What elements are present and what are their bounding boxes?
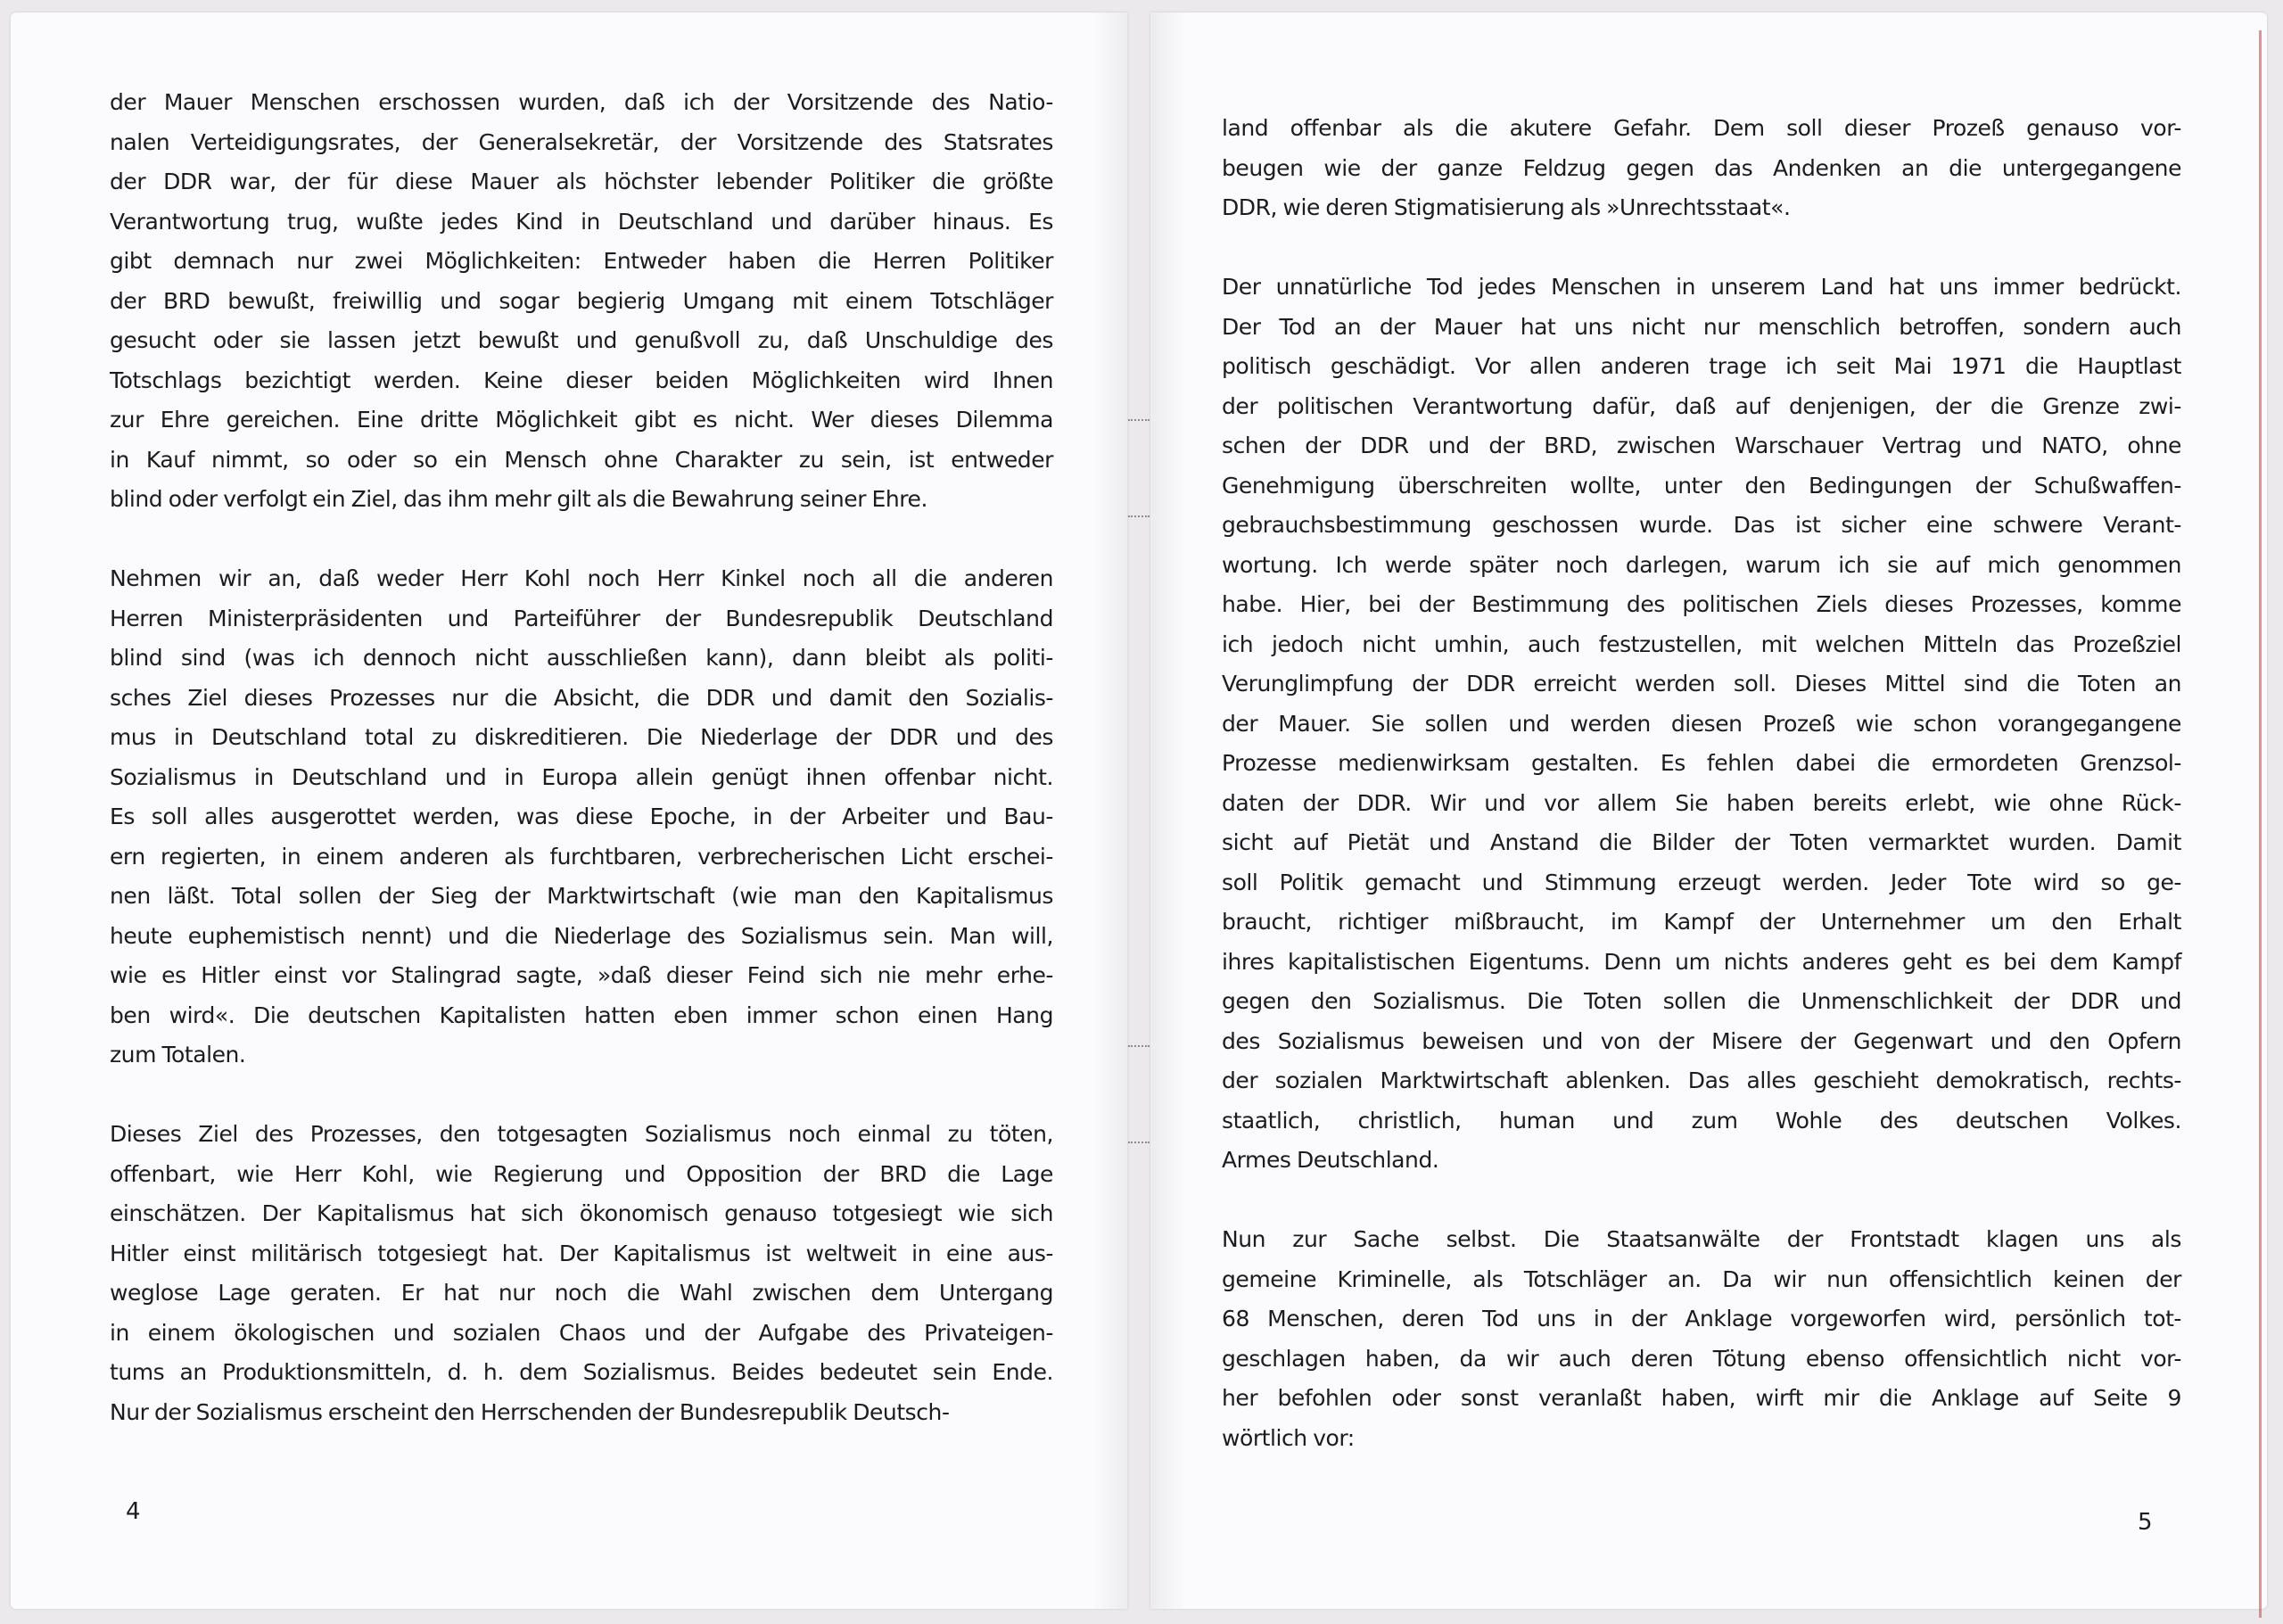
text-line: Herren Ministerpräsidenten und Parteiführer der Bundesrepublik Deutschland	[110, 605, 1053, 631]
page-edge-mark	[2259, 30, 2262, 1618]
text-line: ern regierten, in einem anderen als furchtbaren, verbrecherischen Licht erschei-	[110, 843, 1053, 870]
gutter-shadow	[1150, 12, 1186, 1609]
text-line: gemeine Kriminelle, als Totschläger an. Da wir nun offensichtlich keinen der	[1222, 1265, 2181, 1292]
text-line: offenbart, wie Herr Kohl, wie Regierung und Opposition der BRD die Lage	[110, 1160, 1053, 1187]
text-line: wortung. Ich werde später noch darlegen, warum ich sie auf mich genommen	[1222, 551, 2181, 578]
text-line: mus in Deutschland total zu diskreditieren. Die Niederlage der DDR und des	[110, 724, 1053, 750]
text-line: in einem ökologischen und sozialen Chaos und der Aufgabe des Privateigen-	[110, 1319, 1053, 1346]
text-line: sicht auf Pietät und Anstand die Bilder der Toten vermarktet wurden. Damit	[1222, 829, 2181, 855]
text-line: politisch geschädigt. Vor allen anderen trage ich seit Mai 1971 die Hauptlast	[1222, 353, 2181, 379]
right-page-text	[1222, 109, 2181, 1458]
text-line: der politischen Verantwortung dafür, daß auf denjenigen, der die Grenze zwi-	[1222, 392, 2181, 419]
text-line: der Mauer Menschen erschossen wurden, daß ich der Vorsitzende des Natio-	[110, 89, 1053, 115]
text-line: tums an Produktionsmitteln, d. h. dem Sozialismus. Beides bedeutet sein Ende.	[110, 1359, 1053, 1385]
paragraph	[1222, 268, 2181, 1181]
text-line: DDR, wie deren Stigmatisierung als »Unrechtsstaat«.	[1222, 194, 1791, 220]
text-line: ihres kapitalistischen Eigentums. Denn um nichts anderes geht es bei dem Kampf	[1222, 948, 2181, 975]
text-line: ich jedoch nicht umhin, auch festzustellen, mit welchen Mitteln das Prozeßziel	[1222, 631, 2181, 657]
text-line: weglose Lage geraten. Er hat nur noch die Wahl zwischen dem Untergang	[110, 1280, 1053, 1306]
text-line: Prozesse medienwirksam gestalten. Es fehlen dabei die ermordeten Grenzsol-	[1222, 750, 2181, 776]
text-line: Armes Deutschland.	[1222, 1147, 1439, 1173]
binding-stitch	[1128, 1142, 1150, 1145]
text-line: land offenbar als die akutere Gefahr. Dem soll dieser Prozeß genauso vor-	[1222, 115, 2181, 141]
text-line: Es soll alles ausgerottet werden, was diese Epoche, in der Arbeiter und Bau-	[110, 804, 1053, 829]
text-line: nen läßt. Total sollen der Sieg der Marktwirtschaft (wie man den Kapitalismus	[110, 883, 1053, 909]
text-line: nalen Verteidigungsrates, der Generalsekretär, der Vorsitzende des Statsrates	[110, 128, 1053, 155]
text-line: Hitler einst militärisch totgesiegt hat. Der Kapitalismus ist weltweit in eine aus-	[110, 1240, 1053, 1266]
text-line: schen der DDR und der BRD, zwischen Warschauer Vertrag und NATO, ohne	[1222, 433, 2181, 458]
left-page	[11, 12, 1127, 1609]
text-line: Nur der Sozialismus erscheint den Herrschenden der Bundesrepublik Deutsch-	[110, 1398, 950, 1425]
text-line: gegen den Sozialismus. Die Toten sollen die Unmenschlichkeit der DDR und	[1222, 988, 2181, 1014]
binding-stitch	[1128, 419, 1150, 423]
text-line: daten der DDR. Wir und vor allem Sie haben bereits erlebt, wie ohne Rück-	[1222, 789, 2181, 816]
text-line: der DDR war, der für diese Mauer als höchster lebender Politiker die größte	[110, 169, 1053, 194]
text-line: wörtlich vor:	[1222, 1424, 1355, 1451]
text-line: der Mauer. Sie sollen und werden diesen Prozeß wie schon vorangegangene	[1222, 710, 2181, 737]
text-line: Dieses Ziel des Prozesses, den totgesagten Sozialismus noch einmal zu töten,	[110, 1121, 1053, 1147]
text-line: Der Tod an der Mauer hat uns nicht nur menschlich betroffen, sondern auch	[1222, 313, 2181, 340]
text-line: soll Politik gemacht und Stimmung erzeugt werden. Jeder Tote wird so ge-	[1222, 869, 2181, 895]
text-line: Der unnatürliche Tod jedes Menschen in unserem Land hat uns immer bedrückt.	[1222, 274, 2181, 300]
text-line: der BRD bewußt, freiwillig und sogar begierig Umgang mit einem Totschläger	[110, 287, 1053, 314]
binding-stitch	[1128, 515, 1150, 519]
right-page	[1150, 12, 2267, 1609]
text-line: braucht, richtiger mißbraucht, im Kampf der Unternehmer um den Erhalt	[1222, 909, 2181, 935]
paragraph	[1222, 109, 2181, 228]
text-line: geschlagen haben, da wir auch deren Tötung ebenso offensichtlich nicht vor-	[1222, 1345, 2181, 1372]
text-line: her befohlen oder sonst veranlaßt haben, wirft mir die Anklage auf Seite 9	[1222, 1385, 2181, 1411]
text-line: ben wird«. Die deutschen Kapitalisten hatten eben immer schon einen Hang	[110, 1002, 1053, 1028]
text-line: blind sind (was ich dennoch nicht ausschließen kann), dann bleibt als politi-	[110, 645, 1053, 671]
text-line: des Sozialismus beweisen und von der Misere der Gegenwart und den Opfern	[1222, 1027, 2181, 1054]
text-line: heute euphemistisch nennt) und die Niederlage des Sozialismus sein. Man will,	[110, 922, 1053, 949]
paragraph	[110, 559, 1053, 1076]
left-page-text	[110, 83, 1053, 1432]
text-line: sches Ziel dieses Prozesses nur die Absicht, die DDR und damit den Sozialis-	[110, 684, 1053, 711]
text-line: blind oder verfolgt ein Ziel, das ihm mehr gilt als die Bewahrung seiner Ehre.	[110, 486, 927, 512]
text-line: Sozialismus in Deutschland und in Europa allein genügt ihnen offenbar nicht.	[110, 763, 1053, 790]
page-number-right: 5	[2138, 1509, 2153, 1536]
text-line: zum Totalen.	[110, 1042, 246, 1068]
paragraph	[110, 1115, 1053, 1432]
text-line: beugen wie der ganze Feldzug gegen das Andenken an die untergegangene	[1222, 154, 2181, 181]
binding-stitch	[1128, 1045, 1150, 1049]
text-line: in Kauf nimmt, so oder so ein Mensch ohne Charakter zu sein, ist entweder	[110, 446, 1053, 473]
text-line: gibt demnach nur zwei Möglichkeiten: Entweder haben die Herren Politiker	[110, 248, 1053, 274]
text-line: der sozialen Marktwirtschaft ablenken. Das alles geschieht demokratisch, rechts-	[1222, 1068, 2181, 1093]
text-line: wie es Hitler einst vor Stalingrad sagte, »daß dieser Feind sich nie mehr erhe-	[110, 962, 1053, 988]
text-line: Totschlags bezichtigt werden. Keine dieser beiden Möglichkeiten wird Ihnen	[110, 367, 1053, 393]
text-line: zur Ehre gereichen. Eine dritte Möglichkeit gibt es nicht. Wer dieses Dilemma	[110, 407, 1053, 433]
text-line: gesucht oder sie lassen jetzt bewußt und genußvoll zu, daß Unschuldige des	[110, 327, 1053, 353]
text-line: staatlich, christlich, human und zum Wohle des deutschen Volkes.	[1222, 1107, 2181, 1134]
text-line: Nun zur Sache selbst. Die Staatsanwälte der Frontstadt klagen uns als	[1222, 1226, 2181, 1252]
page-number-left: 4	[126, 1498, 141, 1525]
text-line: Verantwortung trug, wußte jedes Kind in Deutschland und darüber hinaus. Es	[110, 208, 1053, 235]
text-line: habe. Hier, bei der Bestimmung des politischen Ziels dieses Prozesses, komme	[1222, 591, 2181, 617]
text-line: Genehmigung überschreiten wollte, unter den Bedingungen der Schußwaffen-	[1222, 472, 2181, 499]
text-line: 68 Menschen, deren Tod uns in der Anklage vorgeworfen wird, persönlich tot-	[1222, 1306, 2181, 1331]
paragraph	[110, 83, 1053, 520]
text-line: gebrauchsbestimmung geschossen wurde. Das ist sicher eine schwere Verant-	[1222, 512, 2181, 538]
gutter-shadow	[1092, 12, 1127, 1609]
paragraph	[1222, 1220, 2181, 1458]
text-line: Verunglimpfung der DDR erreicht werden soll. Dieses Mittel sind die Toten an	[1222, 671, 2181, 697]
text-line: einschätzen. Der Kapitalismus hat sich ökonomisch genauso totgesiegt wie sich	[110, 1200, 1053, 1226]
text-line: Nehmen wir an, daß weder Herr Kohl noch Herr Kinkel noch all die anderen	[110, 565, 1053, 591]
